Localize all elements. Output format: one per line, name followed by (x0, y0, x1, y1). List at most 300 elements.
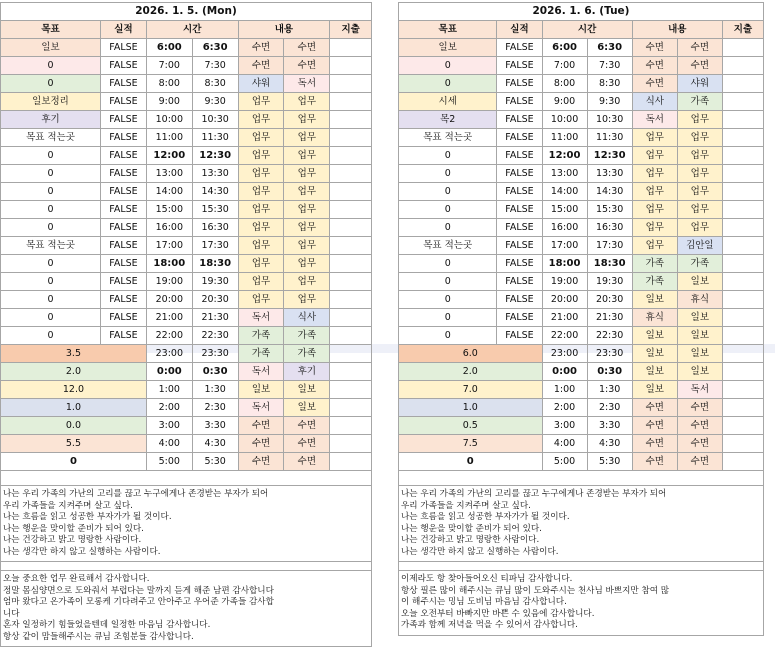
start-time-cell[interactable]: 11:00 (542, 129, 587, 147)
content-cell-2[interactable]: 업무 (284, 237, 330, 255)
start-time-cell[interactable]: 0:00 (542, 363, 587, 381)
start-time-cell[interactable]: 17:00 (146, 237, 192, 255)
col-header-content[interactable]: 내용 (238, 21, 330, 39)
content-cell-2[interactable]: 업무 (677, 183, 722, 201)
content-cell-1[interactable]: 업무 (632, 219, 677, 237)
result-cell[interactable]: FALSE (497, 327, 542, 345)
content-cell-2[interactable]: 수면 (284, 57, 330, 75)
end-time-cell[interactable]: 5:30 (587, 453, 632, 471)
expense-cell[interactable] (722, 381, 763, 399)
content-cell-2[interactable]: 후기 (284, 363, 330, 381)
expense-cell[interactable] (722, 327, 763, 345)
goal-cell[interactable]: 0 (399, 147, 497, 165)
result-cell[interactable]: FALSE (101, 129, 147, 147)
content-cell-2[interactable]: 업무 (677, 111, 722, 129)
end-time-cell[interactable]: 7:30 (192, 57, 238, 75)
start-time-cell[interactable]: 7:00 (146, 57, 192, 75)
goal-cell[interactable]: 0 (1, 165, 101, 183)
expense-cell[interactable] (722, 165, 763, 183)
expense-cell[interactable] (330, 435, 372, 453)
expense-cell[interactable] (722, 75, 763, 93)
content-cell-2[interactable]: 일보 (677, 363, 722, 381)
col-header-goal[interactable]: 목표 (399, 21, 497, 39)
content-cell-1[interactable]: 업무 (238, 111, 284, 129)
content-cell-1[interactable]: 수면 (238, 453, 284, 471)
end-time-cell[interactable]: 12:30 (192, 147, 238, 165)
start-time-cell[interactable]: 4:00 (146, 435, 192, 453)
expense-cell[interactable] (330, 57, 372, 75)
end-time-cell[interactable]: 18:30 (192, 255, 238, 273)
expense-cell[interactable] (330, 309, 372, 327)
end-time-cell[interactable]: 11:30 (587, 129, 632, 147)
content-cell-1[interactable]: 업무 (632, 237, 677, 255)
expense-cell[interactable] (330, 111, 372, 129)
end-time-cell[interactable]: 16:30 (587, 219, 632, 237)
content-cell-2[interactable]: 일보 (677, 273, 722, 291)
content-cell-2[interactable]: 업무 (677, 129, 722, 147)
content-cell-2[interactable]: 업무 (677, 165, 722, 183)
goal-cell[interactable]: 목표 적는곳 (1, 129, 101, 147)
end-time-cell[interactable]: 2:30 (192, 399, 238, 417)
result-cell[interactable]: FALSE (101, 201, 147, 219)
content-cell-2[interactable]: 업무 (284, 291, 330, 309)
result-cell[interactable]: FALSE (497, 291, 542, 309)
content-cell-1[interactable]: 샤워 (238, 75, 284, 93)
content-cell-2[interactable]: 가족 (677, 255, 722, 273)
content-cell-1[interactable]: 수면 (238, 417, 284, 435)
content-cell-1[interactable]: 수면 (238, 57, 284, 75)
content-cell-2[interactable]: 수면 (677, 453, 722, 471)
result-cell[interactable]: FALSE (101, 165, 147, 183)
goal-cell[interactable]: 0 (399, 273, 497, 291)
content-cell-1[interactable]: 일보 (238, 381, 284, 399)
result-cell[interactable]: FALSE (101, 39, 147, 57)
start-time-cell[interactable]: 13:00 (542, 165, 587, 183)
start-time-cell[interactable]: 18:00 (542, 255, 587, 273)
end-time-cell[interactable]: 17:30 (192, 237, 238, 255)
content-cell-2[interactable]: 업무 (284, 165, 330, 183)
content-cell-1[interactable]: 수면 (632, 39, 677, 57)
end-time-cell[interactable]: 9:30 (192, 93, 238, 111)
start-time-cell[interactable]: 6:00 (146, 39, 192, 57)
content-cell-1[interactable]: 업무 (238, 201, 284, 219)
expense-cell[interactable] (330, 327, 372, 345)
start-time-cell[interactable]: 9:00 (146, 93, 192, 111)
goal-cell[interactable]: 목표 적는곳 (1, 237, 101, 255)
end-time-cell[interactable]: 23:30 (192, 345, 238, 363)
expense-cell[interactable] (330, 399, 372, 417)
content-cell-1[interactable]: 업무 (632, 183, 677, 201)
content-cell-2[interactable]: 업무 (284, 111, 330, 129)
result-cell[interactable]: FALSE (497, 75, 542, 93)
content-cell-2[interactable]: 업무 (284, 93, 330, 111)
content-cell-1[interactable]: 업무 (238, 255, 284, 273)
affirmation-notes[interactable] (0, 485, 372, 562)
content-cell-1[interactable]: 업무 (238, 129, 284, 147)
expense-cell[interactable] (722, 363, 763, 381)
expense-cell[interactable] (330, 453, 372, 471)
content-cell-1[interactable]: 가족 (238, 327, 284, 345)
content-cell-1[interactable]: 업무 (632, 165, 677, 183)
result-cell[interactable]: FALSE (497, 57, 542, 75)
content-cell-1[interactable]: 일보 (632, 327, 677, 345)
end-time-cell[interactable]: 13:30 (192, 165, 238, 183)
end-time-cell[interactable]: 14:30 (192, 183, 238, 201)
expense-cell[interactable] (722, 129, 763, 147)
col-header-time[interactable]: 시간 (542, 21, 632, 39)
goal-cell[interactable]: 0 (1, 327, 101, 345)
content-cell-2[interactable]: 업무 (284, 255, 330, 273)
start-time-cell[interactable]: 19:00 (542, 273, 587, 291)
start-time-cell[interactable]: 17:00 (542, 237, 587, 255)
content-cell-2[interactable]: 수면 (677, 57, 722, 75)
goal-cell[interactable]: 목표 적는곳 (399, 129, 497, 147)
start-time-cell[interactable]: 13:00 (146, 165, 192, 183)
goal-cell[interactable]: 일보정리 (1, 93, 101, 111)
end-time-cell[interactable]: 8:30 (587, 75, 632, 93)
goal-cell[interactable]: 후기 (1, 111, 101, 129)
start-time-cell[interactable]: 10:00 (146, 111, 192, 129)
result-cell[interactable]: FALSE (101, 291, 147, 309)
expense-cell[interactable] (722, 453, 763, 471)
goal-cell[interactable]: 0 (399, 309, 497, 327)
content-cell-2[interactable]: 업무 (677, 219, 722, 237)
start-time-cell[interactable]: 8:00 (146, 75, 192, 93)
score-cell[interactable]: 12.0 (1, 381, 147, 399)
expense-cell[interactable] (722, 237, 763, 255)
expense-cell[interactable] (722, 39, 763, 57)
content-cell-2[interactable]: 수면 (677, 435, 722, 453)
result-cell[interactable]: FALSE (101, 75, 147, 93)
start-time-cell[interactable]: 21:00 (542, 309, 587, 327)
expense-cell[interactable] (722, 111, 763, 129)
content-cell-1[interactable]: 독서 (238, 309, 284, 327)
end-time-cell[interactable]: 4:30 (192, 435, 238, 453)
content-cell-1[interactable]: 독서 (238, 399, 284, 417)
end-time-cell[interactable]: 0:30 (192, 363, 238, 381)
start-time-cell[interactable]: 6:00 (542, 39, 587, 57)
expense-cell[interactable] (722, 147, 763, 165)
result-cell[interactable]: FALSE (497, 201, 542, 219)
content-cell-1[interactable]: 수면 (632, 453, 677, 471)
end-time-cell[interactable]: 11:30 (192, 129, 238, 147)
content-cell-2[interactable]: 식사 (284, 309, 330, 327)
content-cell-1[interactable]: 가족 (632, 255, 677, 273)
content-cell-2[interactable]: 일보 (677, 345, 722, 363)
content-cell-1[interactable]: 수면 (632, 399, 677, 417)
content-cell-1[interactable]: 수면 (238, 435, 284, 453)
expense-cell[interactable] (722, 219, 763, 237)
result-cell[interactable]: FALSE (497, 183, 542, 201)
score-cell[interactable]: 0.5 (399, 417, 543, 435)
start-time-cell[interactable]: 21:00 (146, 309, 192, 327)
content-cell-2[interactable]: 수면 (284, 453, 330, 471)
content-cell-1[interactable]: 수면 (632, 57, 677, 75)
date-title[interactable]: 2026. 1. 6. (Tue) (399, 3, 764, 21)
expense-cell[interactable] (722, 93, 763, 111)
end-time-cell[interactable]: 4:30 (587, 435, 632, 453)
expense-cell[interactable] (330, 165, 372, 183)
end-time-cell[interactable]: 1:30 (192, 381, 238, 399)
content-cell-2[interactable]: 업무 (284, 219, 330, 237)
content-cell-2[interactable]: 수면 (677, 39, 722, 57)
expense-cell[interactable] (722, 417, 763, 435)
start-time-cell[interactable]: 5:00 (542, 453, 587, 471)
end-time-cell[interactable]: 0:30 (587, 363, 632, 381)
expense-cell[interactable] (722, 201, 763, 219)
goal-cell[interactable]: 0 (1, 183, 101, 201)
score-cell[interactable]: 6.0 (399, 345, 543, 363)
expense-cell[interactable] (722, 57, 763, 75)
col-header-result[interactable]: 실적 (101, 21, 147, 39)
start-time-cell[interactable]: 15:00 (146, 201, 192, 219)
start-time-cell[interactable]: 1:00 (542, 381, 587, 399)
score-cell[interactable]: 2.0 (399, 363, 543, 381)
col-header-content[interactable]: 내용 (632, 21, 722, 39)
start-time-cell[interactable]: 0:00 (146, 363, 192, 381)
col-header-expense[interactable]: 지출 (722, 21, 763, 39)
end-time-cell[interactable]: 14:30 (587, 183, 632, 201)
content-cell-1[interactable]: 일보 (632, 381, 677, 399)
content-cell-2[interactable]: 일보 (677, 327, 722, 345)
score-cell[interactable]: 0.0 (1, 417, 147, 435)
content-cell-2[interactable]: 수면 (284, 417, 330, 435)
content-cell-2[interactable]: 샤워 (677, 75, 722, 93)
start-time-cell[interactable]: 9:00 (542, 93, 587, 111)
content-cell-2[interactable]: 수면 (284, 435, 330, 453)
score-cell[interactable]: 5.5 (1, 435, 147, 453)
goal-cell[interactable]: 0 (399, 291, 497, 309)
expense-cell[interactable] (330, 291, 372, 309)
goal-cell[interactable]: 0 (399, 219, 497, 237)
end-time-cell[interactable]: 9:30 (587, 93, 632, 111)
start-time-cell[interactable]: 14:00 (146, 183, 192, 201)
col-header-expense[interactable]: 지출 (330, 21, 372, 39)
goal-cell[interactable]: 일보 (399, 39, 497, 57)
expense-cell[interactable] (330, 183, 372, 201)
start-time-cell[interactable]: 2:00 (542, 399, 587, 417)
result-cell[interactable]: FALSE (101, 57, 147, 75)
content-cell-1[interactable]: 수면 (632, 417, 677, 435)
goal-cell[interactable]: 0 (1, 147, 101, 165)
gratitude-notes[interactable] (0, 570, 372, 647)
content-cell-1[interactable]: 업무 (238, 219, 284, 237)
score-cell[interactable]: 1.0 (1, 399, 147, 417)
result-cell[interactable]: FALSE (497, 273, 542, 291)
result-cell[interactable]: FALSE (497, 39, 542, 57)
result-cell[interactable]: FALSE (101, 147, 147, 165)
result-cell[interactable]: FALSE (101, 273, 147, 291)
end-time-cell[interactable]: 10:30 (587, 111, 632, 129)
end-time-cell[interactable]: 10:30 (192, 111, 238, 129)
result-cell[interactable]: FALSE (497, 255, 542, 273)
result-cell[interactable]: FALSE (497, 219, 542, 237)
content-cell-2[interactable]: 독서 (284, 75, 330, 93)
expense-cell[interactable] (722, 255, 763, 273)
col-header-result[interactable]: 실적 (497, 21, 542, 39)
start-time-cell[interactable]: 1:00 (146, 381, 192, 399)
content-cell-1[interactable]: 수면 (632, 75, 677, 93)
score-cell[interactable]: 7.5 (399, 435, 543, 453)
content-cell-2[interactable]: 수면 (677, 399, 722, 417)
end-time-cell[interactable]: 21:30 (587, 309, 632, 327)
end-time-cell[interactable]: 17:30 (587, 237, 632, 255)
expense-cell[interactable] (330, 417, 372, 435)
end-time-cell[interactable]: 7:30 (587, 57, 632, 75)
end-time-cell[interactable]: 2:30 (587, 399, 632, 417)
start-time-cell[interactable]: 12:00 (542, 147, 587, 165)
expense-cell[interactable] (330, 201, 372, 219)
end-time-cell[interactable]: 18:30 (587, 255, 632, 273)
content-cell-1[interactable]: 업무 (238, 183, 284, 201)
expense-cell[interactable] (330, 39, 372, 57)
result-cell[interactable]: FALSE (497, 165, 542, 183)
start-time-cell[interactable]: 15:00 (542, 201, 587, 219)
content-cell-1[interactable]: 업무 (632, 129, 677, 147)
start-time-cell[interactable]: 10:00 (542, 111, 587, 129)
goal-cell[interactable]: 0 (399, 327, 497, 345)
start-time-cell[interactable]: 8:00 (542, 75, 587, 93)
content-cell-2[interactable]: 업무 (284, 183, 330, 201)
end-time-cell[interactable]: 5:30 (192, 453, 238, 471)
content-cell-2[interactable]: 가족 (284, 345, 330, 363)
end-time-cell[interactable]: 3:30 (192, 417, 238, 435)
end-time-cell[interactable]: 3:30 (587, 417, 632, 435)
expense-cell[interactable] (330, 93, 372, 111)
score-cell[interactable]: 7.0 (399, 381, 543, 399)
content-cell-2[interactable]: 업무 (677, 201, 722, 219)
goal-cell[interactable]: 목2 (399, 111, 497, 129)
end-time-cell[interactable]: 16:30 (192, 219, 238, 237)
expense-cell[interactable] (330, 129, 372, 147)
start-time-cell[interactable]: 22:00 (146, 327, 192, 345)
expense-cell[interactable] (330, 255, 372, 273)
start-time-cell[interactable]: 2:00 (146, 399, 192, 417)
expense-cell[interactable] (722, 183, 763, 201)
result-cell[interactable]: FALSE (101, 183, 147, 201)
goal-cell[interactable]: 0 (399, 165, 497, 183)
content-cell-1[interactable]: 일보 (632, 345, 677, 363)
result-cell[interactable]: FALSE (101, 237, 147, 255)
goal-cell[interactable]: 0 (399, 75, 497, 93)
content-cell-1[interactable]: 업무 (238, 93, 284, 111)
content-cell-2[interactable]: 일보 (284, 399, 330, 417)
goal-cell[interactable]: 0 (399, 201, 497, 219)
end-time-cell[interactable]: 20:30 (587, 291, 632, 309)
score-cell[interactable]: 3.5 (1, 345, 147, 363)
goal-cell[interactable]: 0 (1, 219, 101, 237)
expense-cell[interactable] (722, 273, 763, 291)
goal-cell[interactable]: 일보 (1, 39, 101, 57)
content-cell-2[interactable]: 휴식 (677, 291, 722, 309)
content-cell-1[interactable]: 업무 (632, 147, 677, 165)
content-cell-2[interactable]: 김안일 (677, 237, 722, 255)
expense-cell[interactable] (722, 435, 763, 453)
start-time-cell[interactable]: 20:00 (146, 291, 192, 309)
goal-cell[interactable]: 목표 적는곳 (399, 237, 497, 255)
start-time-cell[interactable]: 22:00 (542, 327, 587, 345)
end-time-cell[interactable]: 6:30 (192, 39, 238, 57)
expense-cell[interactable] (330, 219, 372, 237)
goal-cell[interactable]: 0 (1, 309, 101, 327)
goal-cell[interactable]: 0 (1, 255, 101, 273)
start-time-cell[interactable]: 4:00 (542, 435, 587, 453)
content-cell-1[interactable]: 수면 (238, 39, 284, 57)
result-cell[interactable]: FALSE (497, 93, 542, 111)
expense-cell[interactable] (330, 75, 372, 93)
score-cell[interactable]: 2.0 (1, 363, 147, 381)
score-cell[interactable]: 1.0 (399, 399, 543, 417)
col-header-goal[interactable]: 목표 (1, 21, 101, 39)
content-cell-2[interactable]: 일보 (284, 381, 330, 399)
start-time-cell[interactable]: 11:00 (146, 129, 192, 147)
start-time-cell[interactable]: 5:00 (146, 453, 192, 471)
content-cell-1[interactable]: 업무 (238, 165, 284, 183)
content-cell-2[interactable]: 가족 (284, 327, 330, 345)
end-time-cell[interactable]: 6:30 (587, 39, 632, 57)
start-time-cell[interactable]: 16:00 (146, 219, 192, 237)
expense-cell[interactable] (330, 381, 372, 399)
expense-cell[interactable] (722, 399, 763, 417)
end-time-cell[interactable]: 13:30 (587, 165, 632, 183)
end-time-cell[interactable]: 19:30 (587, 273, 632, 291)
expense-cell[interactable] (330, 273, 372, 291)
affirmation-notes[interactable] (398, 485, 764, 562)
content-cell-2[interactable]: 일보 (677, 309, 722, 327)
content-cell-2[interactable]: 업무 (284, 129, 330, 147)
content-cell-2[interactable]: 가족 (677, 93, 722, 111)
end-time-cell[interactable]: 21:30 (192, 309, 238, 327)
expense-cell[interactable] (722, 345, 763, 363)
content-cell-2[interactable]: 수면 (284, 39, 330, 57)
start-time-cell[interactable]: 18:00 (146, 255, 192, 273)
result-cell[interactable]: FALSE (497, 237, 542, 255)
expense-cell[interactable] (330, 363, 372, 381)
result-cell[interactable]: FALSE (101, 93, 147, 111)
result-cell[interactable]: FALSE (101, 309, 147, 327)
end-time-cell[interactable]: 23:30 (587, 345, 632, 363)
end-time-cell[interactable]: 12:30 (587, 147, 632, 165)
expense-cell[interactable] (330, 237, 372, 255)
end-time-cell[interactable]: 8:30 (192, 75, 238, 93)
start-time-cell[interactable]: 12:00 (146, 147, 192, 165)
content-cell-1[interactable]: 독서 (238, 363, 284, 381)
content-cell-2[interactable]: 수면 (677, 417, 722, 435)
start-time-cell[interactable]: 14:00 (542, 183, 587, 201)
result-cell[interactable]: FALSE (101, 255, 147, 273)
result-cell[interactable]: FALSE (497, 129, 542, 147)
content-cell-2[interactable]: 업무 (284, 201, 330, 219)
content-cell-2[interactable]: 업무 (284, 147, 330, 165)
col-header-time[interactable]: 시간 (146, 21, 238, 39)
start-time-cell[interactable]: 20:00 (542, 291, 587, 309)
start-time-cell[interactable]: 23:00 (542, 345, 587, 363)
start-time-cell[interactable]: 19:00 (146, 273, 192, 291)
end-time-cell[interactable]: 15:30 (192, 201, 238, 219)
start-time-cell[interactable]: 16:00 (542, 219, 587, 237)
result-cell[interactable]: FALSE (101, 111, 147, 129)
expense-cell[interactable] (330, 345, 372, 363)
expense-cell[interactable] (330, 147, 372, 165)
content-cell-1[interactable]: 가족 (632, 273, 677, 291)
content-cell-1[interactable]: 업무 (238, 291, 284, 309)
goal-cell[interactable]: 시세 (399, 93, 497, 111)
content-cell-1[interactable]: 업무 (238, 273, 284, 291)
expense-cell[interactable] (722, 291, 763, 309)
end-time-cell[interactable]: 22:30 (192, 327, 238, 345)
goal-cell[interactable]: 0 (1, 57, 101, 75)
content-cell-1[interactable]: 일보 (632, 291, 677, 309)
